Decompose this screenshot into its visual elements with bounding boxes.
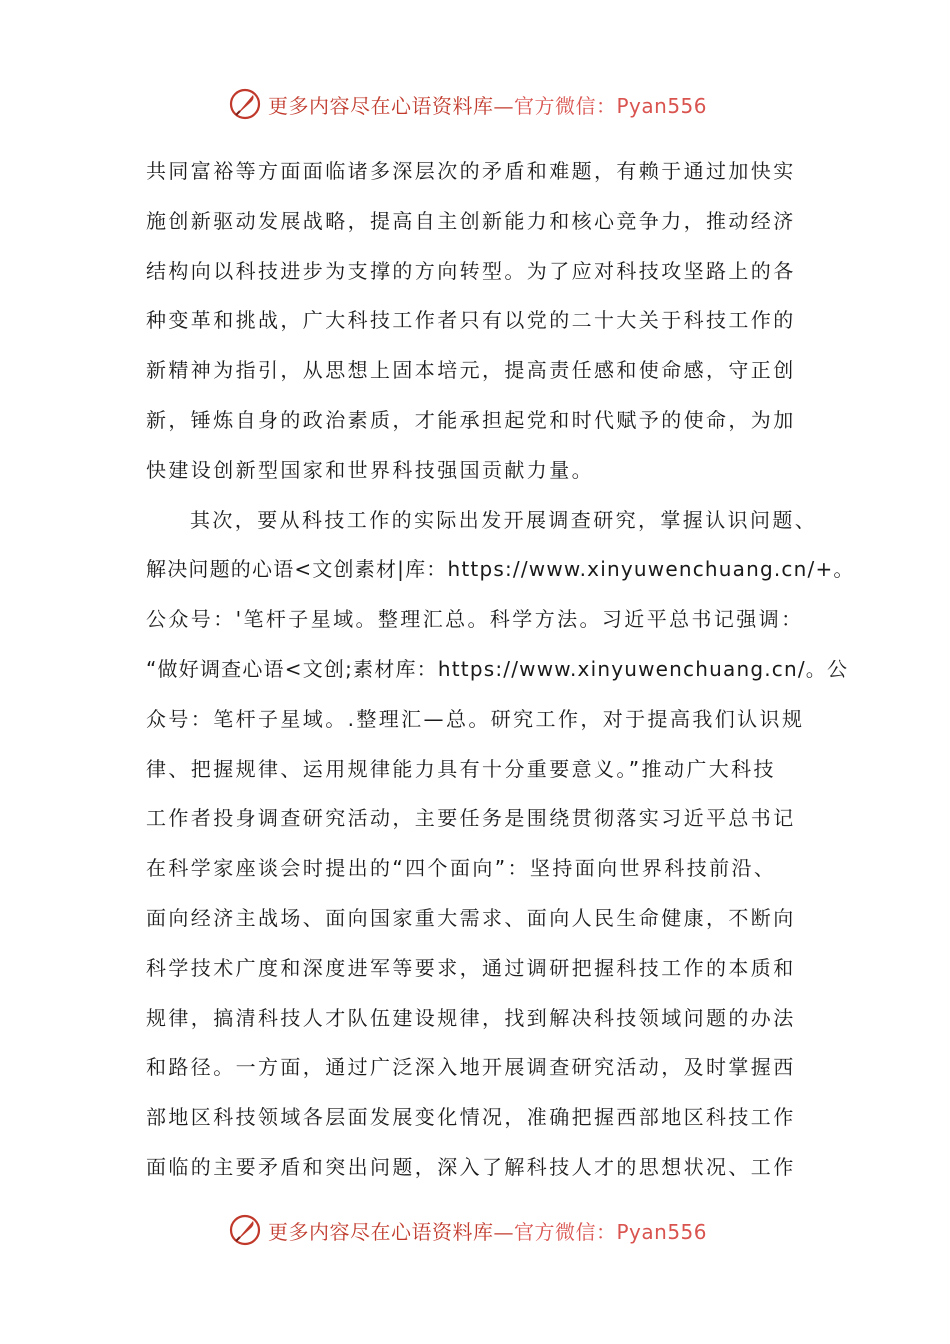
footer-banner: [228, 1212, 707, 1248]
feather-pen-logo-icon: [228, 1213, 262, 1247]
body-line: 共同富裕等方面面临诸多深层次的矛盾和难题，有赖于通过加快实: [146, 159, 796, 183]
header-wechat-id: 官方微信：Pyan556: [514, 93, 708, 118]
body-line: 部地区科技领域各层面发展变化情况，准确把握西部地区科技工作: [146, 1105, 796, 1130]
body-line: 众号：笔杆子星域。.整理汇—总。研究工作，对于提高我们认识规: [146, 706, 805, 731]
body-line: 工作者投身调查研究活动，主要任务是围绕贯彻落实习近平总书记: [146, 806, 796, 831]
body-line: 新，锤炼自身的政治素质，才能承担起党和时代赋予的使命，为加: [146, 407, 796, 432]
footer-wechat-id: 官方微信：Pyan556: [514, 1219, 708, 1244]
body-line: 科学技术广度和深度进军等要求，通过调研把握科技工作的本质和: [146, 955, 796, 980]
body-line: 解决问题的心语<文创素材|库：https://www.xinyuwenchuang.cn/+。: [146, 557, 855, 582]
body-line: 和路径。一方面，通过广泛深入地开展调查研究活动，及时掌握西: [146, 1055, 796, 1080]
header-banner-main: 更多内容尽在心语资料库—: [268, 93, 514, 118]
footer-banner-main: 更多内容尽在心语资料库—: [268, 1219, 514, 1244]
feather-pen-logo-icon: [228, 87, 262, 121]
body-line: 公众号：'笔杆子星域。整理汇总。科学方法。习近平总书记强调：: [146, 607, 804, 632]
body-line: 快建设创新型国家和世界科技强国贡献力量。: [146, 457, 594, 482]
body-line: 施创新驱动发展战略，提高自主创新能力和核心竞争力，推动经济: [146, 208, 796, 233]
document-body: [146, 147, 855, 1193]
body-line: 律、把握规律、运用规律能力具有十分重要意义。”推动广大科技: [146, 756, 776, 781]
body-line: 面向经济主战场、面向国家重大需求、面向人民生命健康，不断向: [146, 905, 796, 930]
body-line: 新精神为指引，从思想上固本培元，提高责任感和使命感，守正创: [146, 358, 796, 383]
body-line: 种变革和挑战，广大科技工作者只有以党的二十大关于科技工作的: [146, 308, 796, 333]
body-line: 结构向以科技进步为支撑的方向转型。为了应对科技攻坚路上的各: [146, 258, 796, 283]
body-line-paragraph-start: 其次，要从科技工作的实际出发开展调查研究，掌握认识问题、: [190, 507, 818, 532]
body-line: 面临的主要矛盾和突出问题，深入了解科技人才的思想状况、工作: [146, 1154, 796, 1179]
body-line: “做好调查心语<文创;素材库：https://www.xinyuwenchuang.cn/。公: [146, 656, 849, 681]
body-line: 在科学家座谈会时提出的“四个面向”：坚持面向世界科技前沿、: [146, 856, 777, 881]
header-banner-text: [268, 90, 707, 119]
header-banner: [228, 86, 707, 122]
footer-banner-text: [268, 1216, 707, 1245]
body-line: 规律，搞清科技人才队伍建设规律，找到解决科技领域问题的办法: [146, 1005, 796, 1030]
